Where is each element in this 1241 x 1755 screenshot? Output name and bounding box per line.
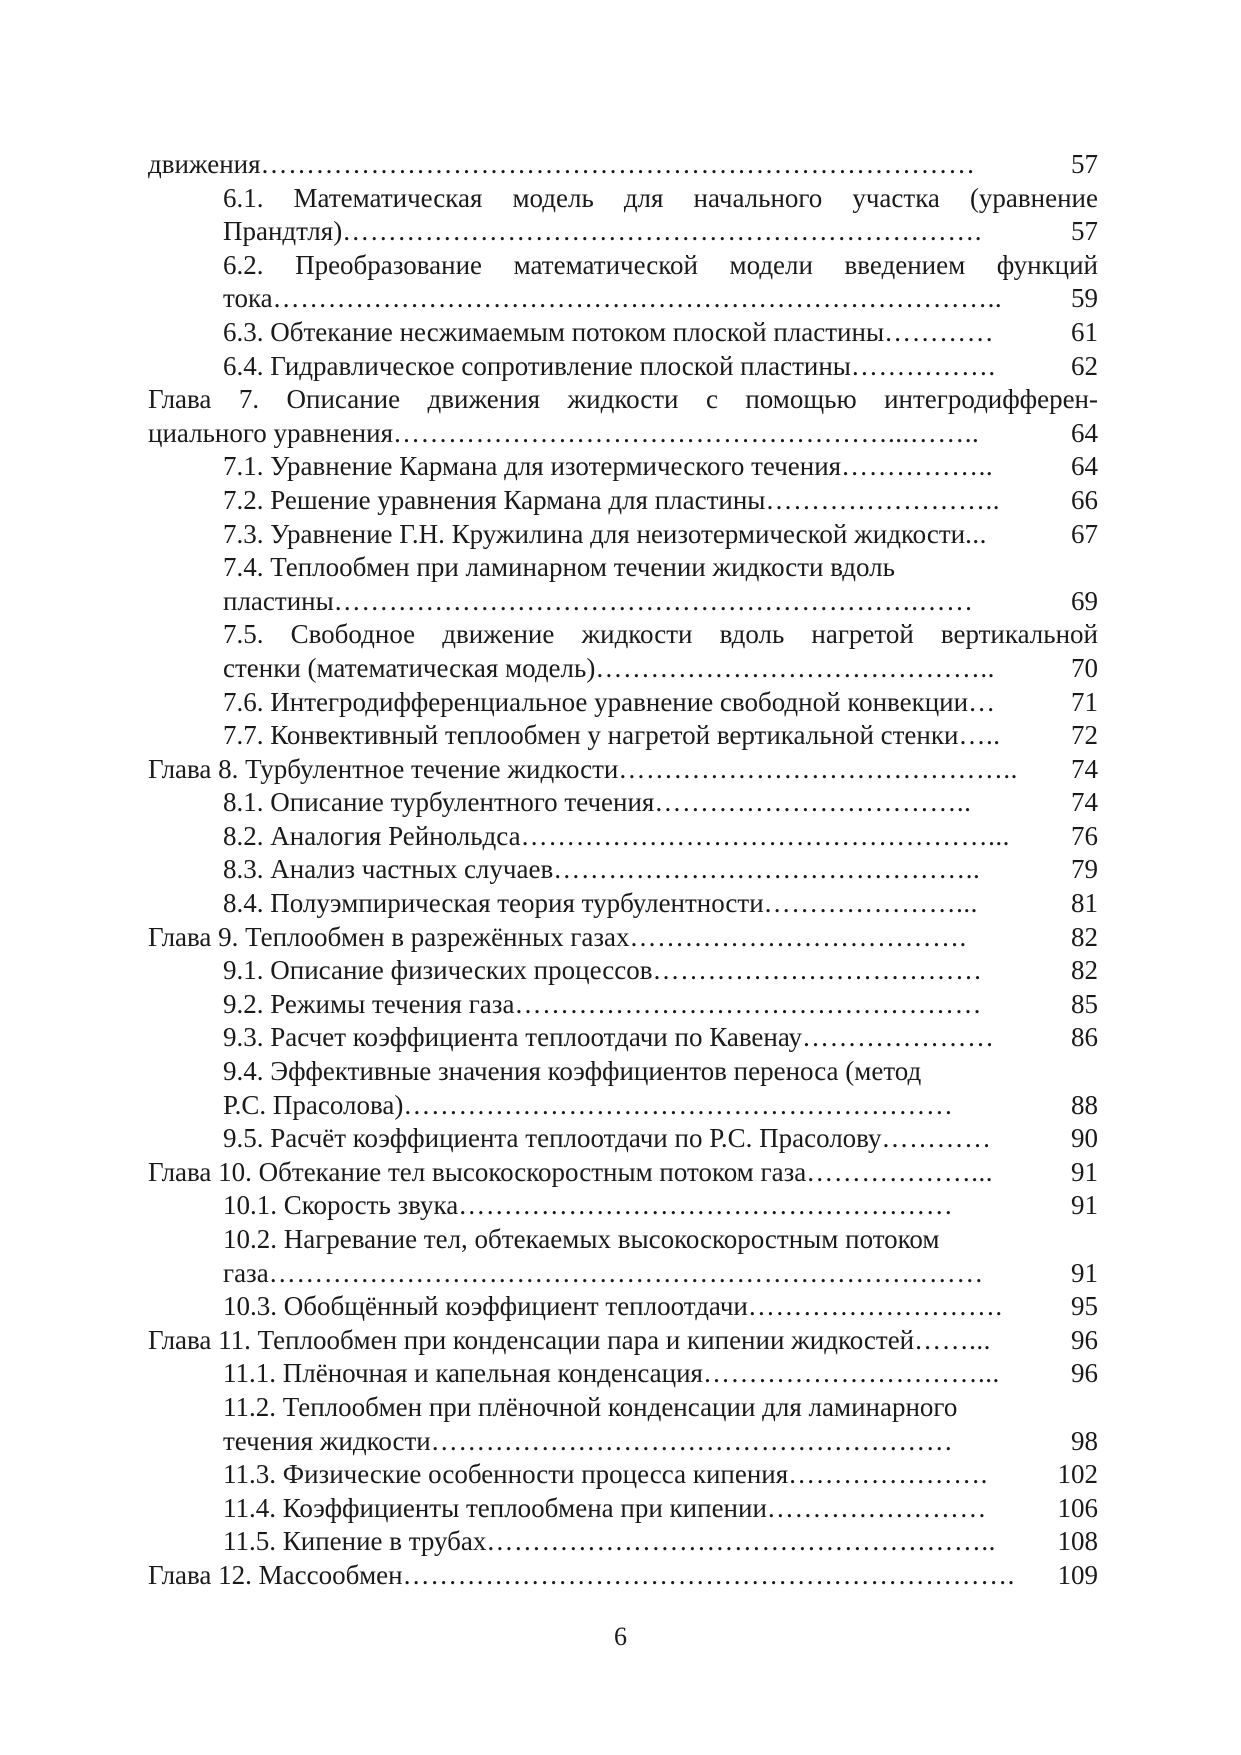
toc-dot-leader: ……………………………… [652, 955, 983, 986]
toc-entry-title: 9.1. Описание физических процессов [223, 955, 653, 986]
toc-entry-title: 6.3. Обтекание несжимаемым потоком плоской пластины [223, 316, 885, 347]
toc-dot-leader: …………………………………………………… [403, 1089, 954, 1120]
toc-entry-title: 6.4. Гидравлическое сопротивление плоской пластины [223, 350, 851, 381]
toc-page-number: 72 [1071, 720, 1098, 751]
toc-page-number: 66 [1071, 484, 1098, 515]
toc-entry-title: 10.2. Нагревание тел, обтекаемых высокоскоростным потоком [223, 1224, 940, 1254]
toc-line [148, 1525, 1098, 1559]
toc-entry-title: 10.1. Скорость звука [223, 1190, 459, 1221]
toc-entry-title: газа [223, 1257, 269, 1288]
toc-dot-leader: …………………………………………………………………… [268, 1257, 984, 1288]
toc-entry-title: Глава 10. Обтекание тел высокоскоростным потоком газа [148, 1156, 807, 1187]
toc-line [148, 1458, 1098, 1492]
toc-line [148, 316, 1098, 350]
toc-page-number: 91 [1071, 1257, 1098, 1288]
toc-page-number: 64 [1071, 451, 1098, 482]
toc-page-number: 86 [1071, 1022, 1098, 1053]
toc-page-number: 82 [1071, 955, 1098, 986]
toc-page-number: 67 [1071, 518, 1098, 549]
toc-line [148, 652, 1098, 686]
toc-page-number: 61 [1071, 316, 1098, 347]
toc-page-number: 74 [1071, 753, 1098, 784]
toc-line [148, 249, 1098, 283]
toc-page-number: 109 [1057, 1559, 1098, 1590]
toc-line [148, 853, 1098, 887]
toc-entry-title: Глава 7. Описание движения жидкости с помощью интегродифферен- [148, 384, 1098, 415]
toc-entry-title: 8.3. Анализ частных случаев [223, 854, 554, 885]
toc-dot-leader: ……………. [850, 350, 996, 381]
toc-line [148, 618, 1098, 652]
toc-entry-title: 11.1. Плёночная и капельная конденсация [223, 1358, 703, 1389]
toc-entry-title: 7.7. Конвективный теплообмен у нагретой вертикальной стенки [223, 720, 959, 751]
toc-line [148, 1257, 1098, 1291]
toc-line [148, 1425, 1098, 1459]
page-number: 6 [614, 1622, 627, 1651]
toc-page-number: 96 [1071, 1358, 1098, 1389]
toc-entry-title: тока [223, 283, 273, 314]
toc-line [148, 1290, 1098, 1324]
toc-line [148, 1391, 1098, 1425]
toc-dot-leader: ………………………. [747, 1291, 1003, 1322]
toc-line [148, 585, 1098, 619]
toc-page-number: 90 [1071, 1123, 1098, 1154]
toc-entry-title: 11.4. Коэффициенты теплообмена при кипении [223, 1492, 767, 1523]
toc-dot-leader: ... [965, 518, 987, 549]
toc-page-number: 85 [1071, 988, 1098, 1019]
toc-line [148, 1492, 1098, 1526]
toc-dot-leader: …………………... [763, 888, 978, 919]
toc-page-number: 98 [1071, 1425, 1098, 1456]
toc-dot-leader: …………………………………………… [514, 988, 982, 1019]
toc-entry-title: 11.3. Физические особенности процесса кипения [223, 1459, 789, 1490]
toc-entry-title: Глава 8. Турбулентное течение жидкости [148, 753, 619, 784]
toc-line [148, 1122, 1098, 1156]
toc-dot-leader: …………………………………….. [595, 652, 995, 683]
toc-line [148, 1324, 1098, 1358]
toc-line [148, 686, 1098, 720]
toc-entry-title: 8.2. Аналогия Рейнольдса [223, 820, 521, 851]
toc-dot-leader: …………………… [766, 1492, 987, 1523]
toc-line [148, 484, 1098, 518]
toc-page-number: 106 [1057, 1492, 1098, 1523]
toc-page-number: 102 [1057, 1459, 1098, 1490]
toc-entry-title: 11.5. Кипение в трубах [223, 1526, 487, 1557]
toc-line [148, 719, 1098, 753]
toc-line [148, 1055, 1098, 1089]
toc-dot-leader: ………………………………. [629, 921, 967, 952]
toc-entry-title: 8.4. Полуэмпирическая теория турбулентности [223, 888, 764, 919]
toc-line [148, 1156, 1098, 1190]
toc-line [148, 450, 1098, 484]
toc-page-number: 71 [1071, 686, 1098, 717]
toc-entry-title: 9.3. Расчет коэффициента теплоотдачи по Кавенау [223, 1022, 802, 1053]
toc-line [148, 282, 1098, 316]
toc-entry-title: 10.3. Обобщённый коэффициент теплоотдачи [223, 1291, 748, 1322]
toc-dot-leader: …………………………………….. [618, 753, 1018, 784]
toc-line [148, 215, 1098, 249]
toc-dot-leader: ……………………………………………... [520, 820, 1010, 851]
toc-page-number: 69 [1071, 585, 1098, 616]
toc-line [148, 820, 1098, 854]
toc-page-number: 88 [1071, 1089, 1098, 1120]
toc-dot-leader: ………………………………………………… [430, 1425, 954, 1456]
toc-page-number: 59 [1071, 283, 1098, 314]
toc-line [148, 1089, 1098, 1123]
toc-dot-leader: …………………………….. [654, 787, 972, 818]
toc-dot-leader: … [968, 686, 996, 717]
toc-entry-title: течения жидкости [223, 1425, 431, 1456]
toc-entry-title: 7.1. Уравнение Кармана для изотермического течения [223, 451, 842, 482]
toc-dot-leader: …………………………………………………………………… [260, 149, 976, 179]
toc-entry-title: циального уравнения [148, 417, 393, 448]
toc-entry-title: Р.С. Прасолова) [223, 1089, 404, 1120]
toc-page-number: 64 [1071, 417, 1098, 448]
toc-entry-title: движения [148, 149, 261, 179]
toc-page-number: 70 [1071, 652, 1098, 683]
toc-entry-title: 7.4. Теплообмен при ламинарном течении жидкости вдоль [223, 552, 895, 583]
toc-entry-title: 7.6. Интегродифференциальное уравнение свободной конвекции [223, 686, 969, 717]
toc-page-number: 91 [1071, 1190, 1098, 1221]
toc-dot-leader: ……………………………………………………….…… [333, 585, 974, 616]
toc-page-number: 81 [1071, 888, 1098, 919]
toc-entry-title: 7.2. Решение уравнения Кармана для пластины [223, 484, 766, 515]
toc-line [148, 1223, 1098, 1257]
toc-dot-leader: ………… [884, 316, 995, 347]
toc-line [148, 518, 1098, 552]
toc-line [148, 182, 1098, 216]
toc-entry-title: стенки (математическая модель) [223, 652, 596, 683]
toc-dot-leader: ……………………………………………………………. [342, 216, 982, 247]
toc-page-number: 57 [1071, 149, 1098, 179]
toc-page-number: 76 [1071, 820, 1098, 851]
toc-page-number: 91 [1071, 1156, 1098, 1187]
toc-entry-title: 9.4. Эффективные значения коэффициентов переноса (метод [223, 1056, 922, 1087]
toc-line [148, 887, 1098, 921]
toc-entry-title: 7.5. Свободное движение жидкости вдоль нагретой вертикальной [223, 619, 1098, 650]
toc-line [148, 753, 1098, 787]
toc-entry-title: 6.1. Математическая модель для начального участка (уравнение [223, 182, 1098, 213]
toc-dot-leader: …………….. [841, 451, 994, 482]
toc-dot-leader: ………… [881, 1123, 992, 1154]
toc-dot-leader: …………………………... [702, 1358, 1000, 1389]
toc-page-number: 96 [1071, 1324, 1098, 1355]
toc-line [148, 988, 1098, 1022]
toc-line [148, 350, 1098, 384]
toc-dot-leader: ………………… [801, 1022, 995, 1053]
toc-entry-title: 11.2. Теплообмен при плёночной конденсации для ламинарного [223, 1391, 958, 1422]
toc-line [148, 1357, 1098, 1391]
toc-page-number: 108 [1057, 1526, 1098, 1557]
toc-entry-title: Глава 9. Теплообмен в разрежённых газах [148, 921, 630, 952]
toc-line [148, 1559, 1098, 1593]
toc-entry-title: 6.2. Преобразование математической модели введением функций [223, 249, 1098, 280]
toc-dot-leader: ……... [914, 1324, 991, 1355]
toc-entry-title: 9.2. Режимы течения газа [223, 988, 515, 1019]
toc-dot-leader: ………………... [806, 1156, 993, 1187]
toc-dot-leader: ……………………………………………… [458, 1190, 954, 1221]
table-of-contents [148, 148, 1098, 1593]
toc-entry-title: Глава 12. Массообмен [148, 1559, 403, 1590]
toc-dot-leader: …………………………………………………………. [402, 1559, 1015, 1590]
toc-dot-leader: ………………………………………………...…….. [393, 417, 980, 448]
toc-line [148, 921, 1098, 955]
toc-page-number: 74 [1071, 787, 1098, 818]
toc-page-number: 82 [1071, 921, 1098, 952]
toc-dot-leader: ……………………………………….. [553, 854, 981, 885]
toc-entry-title: 9.5. Расчёт коэффициента теплоотдачи по Р.С. Прасолову [223, 1123, 882, 1154]
toc-page-number: 95 [1071, 1291, 1098, 1322]
toc-line [148, 1021, 1098, 1055]
toc-dot-leader: ….. [958, 720, 1001, 751]
toc-entry-title: 7.3. Уравнение Г.Н. Кружилина для неизотермической жидкости [223, 518, 966, 549]
toc-line [148, 786, 1098, 820]
toc-line [148, 148, 1098, 182]
toc-line [148, 417, 1098, 451]
toc-entry-title: 8.1. Описание турбулентного течения [223, 787, 655, 818]
toc-entry-title: пластины [223, 585, 334, 616]
toc-entry-title: Прандтля) [223, 216, 343, 247]
toc-line [148, 551, 1098, 585]
toc-line [148, 383, 1098, 417]
toc-page-number: 79 [1071, 854, 1098, 885]
toc-page-number: 57 [1071, 216, 1098, 247]
toc-dot-leader: …………………….. [765, 484, 1000, 515]
toc-line [148, 1189, 1098, 1223]
toc-entry-title: Глава 11. Теплообмен при конденсации пара и кипении жидкостей [148, 1324, 915, 1355]
toc-page-number: 62 [1071, 350, 1098, 381]
toc-dot-leader: …………………………………………………………………….. [272, 283, 1003, 314]
toc-dot-leader: ……………………………………………….. [486, 1526, 996, 1557]
toc-line [148, 954, 1098, 988]
toc-dot-leader: …………………. [788, 1459, 988, 1490]
